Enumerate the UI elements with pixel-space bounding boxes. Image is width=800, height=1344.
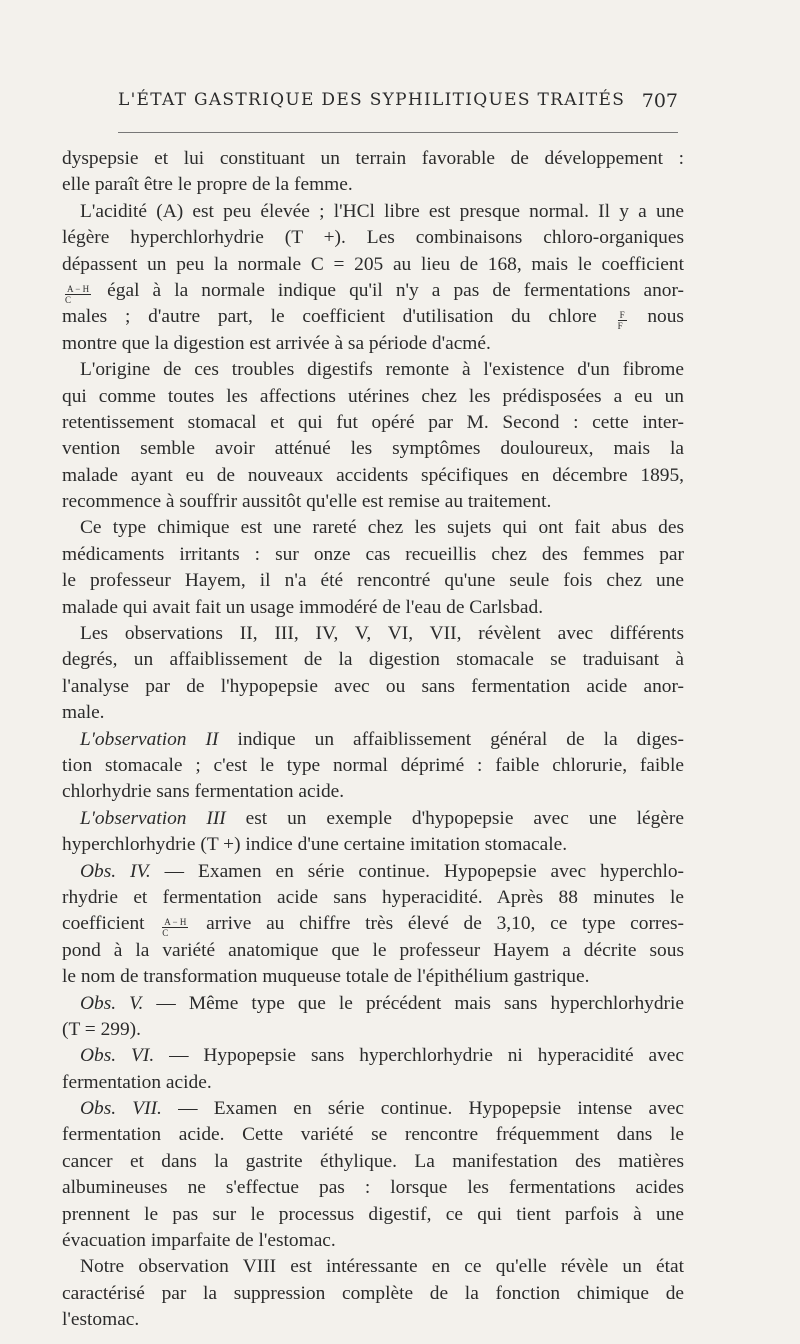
text-line: médicaments irritants : sur onze cas recueillis chez des femmes par xyxy=(62,543,684,565)
text-segment: indique un affaiblissement général de la diges- xyxy=(218,728,684,750)
observation-reference: Obs. V. xyxy=(80,992,144,1014)
text-line: l'analyse par de l'hypopepsie avec ou sans fermentation acide anor- xyxy=(62,675,684,697)
text-line: L'acidité (A) est peu élevée ; l'HCl libre est presque normal. Il y a une xyxy=(80,200,684,222)
text-line: Les observations II, III, IV, V, VI, VII, révèlent avec différents xyxy=(80,623,684,645)
text-line: male. xyxy=(62,702,105,724)
text-line: Ce type chimique est une rareté chez les sujets qui ont fait abus des xyxy=(80,517,684,539)
text-segment: est un exemple d'hypopepsie avec une légère xyxy=(225,807,684,829)
text-line: montre que la digestion est arrivée à sa période d'acmé. xyxy=(62,332,491,354)
fraction-a-minus-h-over-c xyxy=(162,917,188,938)
text-line xyxy=(62,1096,684,1122)
text-line: rhydrie et fermentation acide sans hyperacidité. Après 88 minutes le xyxy=(62,886,684,908)
text-line: prennent le pas sur le processus digestif, ce qui tient parfois à une xyxy=(62,1203,684,1225)
observation-reference: Obs. VI. xyxy=(80,1045,155,1067)
text-line: albumineuses ne s'effectue pas : lorsque les fermentations acides xyxy=(62,1177,684,1199)
text-line: caractérisé par la suppression complète de la fonction chimique de xyxy=(62,1282,684,1304)
text-segment: — Examen en série continue. Hypopepsie intense avec xyxy=(161,1098,685,1120)
text-line xyxy=(62,859,684,885)
text-line xyxy=(62,727,684,753)
fraction-f-over-f xyxy=(618,310,627,331)
fraction-numerator: A − H xyxy=(164,917,187,928)
text-line: recommence à souffrir aussitôt qu'elle est remise au traitement. xyxy=(62,491,552,513)
text-segment: coefficient xyxy=(62,913,145,935)
text-line xyxy=(62,911,684,937)
page-number: 707 xyxy=(641,90,678,112)
text-line: le nom de transformation muqueuse totale de l'épithélium gastrique. xyxy=(62,966,590,988)
text-line: le professeur Hayem, il n'a été rencontré qu'une seule fois chez une xyxy=(62,570,684,592)
header-rule xyxy=(118,132,678,133)
text-line: degrés, un affaiblissement de la digestion stomacale se traduisant à xyxy=(62,649,684,671)
fraction-a-minus-h-over-c xyxy=(65,284,91,305)
text-line: L'origine de ces troubles digestifs remonte à l'existence d'un fibrome xyxy=(80,359,684,381)
text-line xyxy=(62,1043,684,1069)
text-line: chlorhydrie sans fermentation acide. xyxy=(62,781,345,803)
text-line: malade qui avait fait un usage immodéré de l'eau de Carlsbad. xyxy=(62,596,544,618)
observation-reference: L'observation III xyxy=(80,807,226,829)
text-line: (T = 299). xyxy=(62,1018,141,1040)
text-segment: males ; d'autre part, le coefficient d'utilisation du chlore xyxy=(62,306,597,328)
text-line: dyspepsie et lui constituant un terrain favorable de développement : xyxy=(62,148,684,169)
text-line: vention semble avoir atténué les symptômes douloureux, mais la xyxy=(62,438,684,460)
text-line xyxy=(62,806,684,832)
fraction-denominator: C xyxy=(65,294,72,305)
text-line: Notre observation VIII est intéressante en ce qu'elle révèle un état xyxy=(80,1256,684,1278)
text-line xyxy=(62,278,684,304)
text-segment: — Même type que le précédent mais sans hyperchlorhydrie xyxy=(143,992,684,1014)
fraction-numerator: A − H xyxy=(67,283,90,294)
text-line: fermentation acide. xyxy=(62,1071,212,1093)
text-line: l'estomac. xyxy=(62,1309,140,1331)
body-text xyxy=(62,146,684,1334)
observation-reference: L'observation II xyxy=(80,728,219,750)
fraction-denominator: F xyxy=(617,321,623,332)
text-line: fermentation acide. Cette variété se rencontre fréquemment dans le xyxy=(62,1124,684,1146)
text-line xyxy=(62,991,684,1017)
text-line: malade ayant eu de nouveaux accidents spécifiques en décembre 1895, xyxy=(62,464,684,486)
text-segment: — Hypopepsie sans hyperchlorhydrie ni hyperacidité avec xyxy=(154,1045,685,1067)
observation-reference: Obs. VII. xyxy=(80,1098,162,1120)
text-line: qui comme toutes les affections utérines chez les prédisposées a eu un xyxy=(62,385,684,407)
text-segment: nous xyxy=(647,306,684,328)
text-line: elle paraît être le propre de la femme. xyxy=(62,174,353,196)
text-line: légère hyperchlorhydrie (T +). Les combinaisons chloro-organiques xyxy=(62,227,684,249)
text-line: dépassent un peu la normale C = 205 au lieu de 168, mais le coefficient xyxy=(62,253,684,275)
text-line: retentissement stomacal et qui fut opéré par M. Second : cette inter- xyxy=(62,411,684,433)
text-segment: égal à la normale indique qu'il n'y a pas de fermentations anor- xyxy=(107,279,684,301)
text-segment: — Examen en série continue. Hypopepsie avec hyperchlo- xyxy=(150,860,685,882)
text-line: cancer et dans la gastrite éthylique. La manifestation des matières xyxy=(62,1150,684,1172)
text-line: pond à la variété anatomique que le professeur Hayem a décrite sous xyxy=(62,939,684,961)
text-segment: arrive au chiffre très élevé de 3,10, ce type corres- xyxy=(206,913,684,935)
text-line xyxy=(62,304,684,330)
text-line: tion stomacale ; c'est le type normal déprimé : faible chlorurie, faible xyxy=(62,754,684,776)
text-line: hyperchlorhydrie (T +) indice d'une certaine imitation stomacale. xyxy=(62,834,568,856)
page-header xyxy=(118,90,678,118)
fraction-denominator: C xyxy=(162,928,169,939)
text-line: évacuation imparfaite de l'estomac. xyxy=(62,1230,336,1252)
observation-reference: Obs. IV. xyxy=(80,860,151,882)
fraction-numerator: F xyxy=(619,310,625,321)
running-title: L'ÉTAT GASTRIQUE DES SYPHILITIQUES TRAITÉS xyxy=(118,90,626,110)
